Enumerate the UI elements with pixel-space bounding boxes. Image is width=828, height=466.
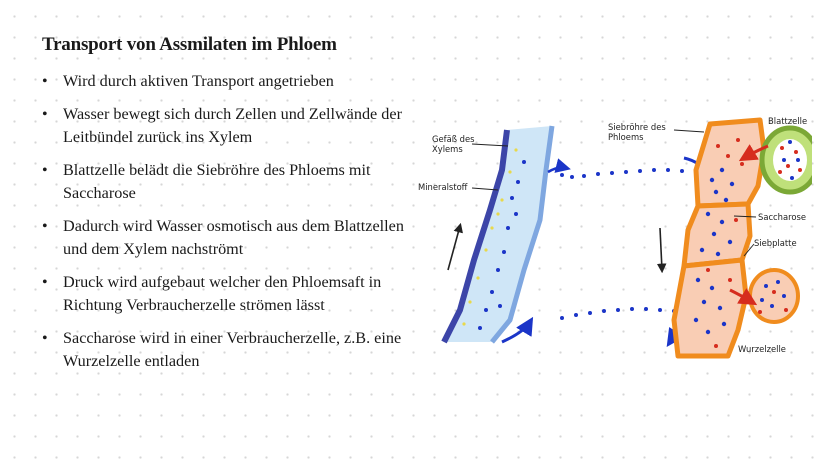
label-leaf-cell: Blattzelle xyxy=(768,116,808,126)
sieve-cell-top xyxy=(696,120,764,206)
sieve-cell-middle xyxy=(684,204,750,266)
root-cell xyxy=(750,270,798,322)
label-sieve-tube-1: Siebröhre des xyxy=(608,122,666,132)
label-sieve-plate: Siebplatte xyxy=(754,238,797,248)
bullet-list xyxy=(40,70,412,383)
up-arrow xyxy=(448,226,460,270)
label-xylem-vessel-1: Gefäß des xyxy=(432,134,475,144)
bullet-item: • Druck wird aufgebaut welcher den Phloemsaft in Richtung Verbraucherzelle strömen lässt xyxy=(40,271,412,317)
flow-dots-top xyxy=(560,168,698,179)
label-sieve-tube-2: Phloems xyxy=(608,132,644,142)
xylem-vessel xyxy=(444,126,552,342)
bullet-item: • Blattzelle belädt die Siebröhre des Phloems mit Saccharose xyxy=(40,159,412,205)
bullet-item: • Saccharose wird in einer Verbraucherzelle, z.B. eine Wurzelzelle entladen xyxy=(40,327,412,373)
flow-arrow-top xyxy=(548,168,566,173)
label-sucrose: Saccharose xyxy=(758,212,806,222)
flow-dots-bottom xyxy=(560,307,676,320)
slide-title: Transport von Assmilaten im Phloem xyxy=(42,34,337,55)
pointer-sieve-tube xyxy=(674,130,704,132)
label-mineral: Mineralstoff xyxy=(418,182,468,192)
bullet-item: • Wasser bewegt sich durch Zellen und Zellwände der Leitbündel zurück ins Xylem xyxy=(40,103,412,149)
bullet-item: • Wird durch aktiven Transport angetrieben xyxy=(40,70,412,93)
down-arrow xyxy=(660,228,662,270)
sieve-cell-bottom xyxy=(674,260,746,356)
phloem-diagram xyxy=(412,110,812,360)
label-root-cell: Wurzelzelle xyxy=(738,344,786,354)
leaf-cell xyxy=(762,128,812,192)
label-xylem-vessel-2: Xylems xyxy=(432,144,463,154)
bullet-item: • Dadurch wird Wasser osmotisch aus dem Blattzellen und dem Xylem nachströmt xyxy=(40,215,412,261)
